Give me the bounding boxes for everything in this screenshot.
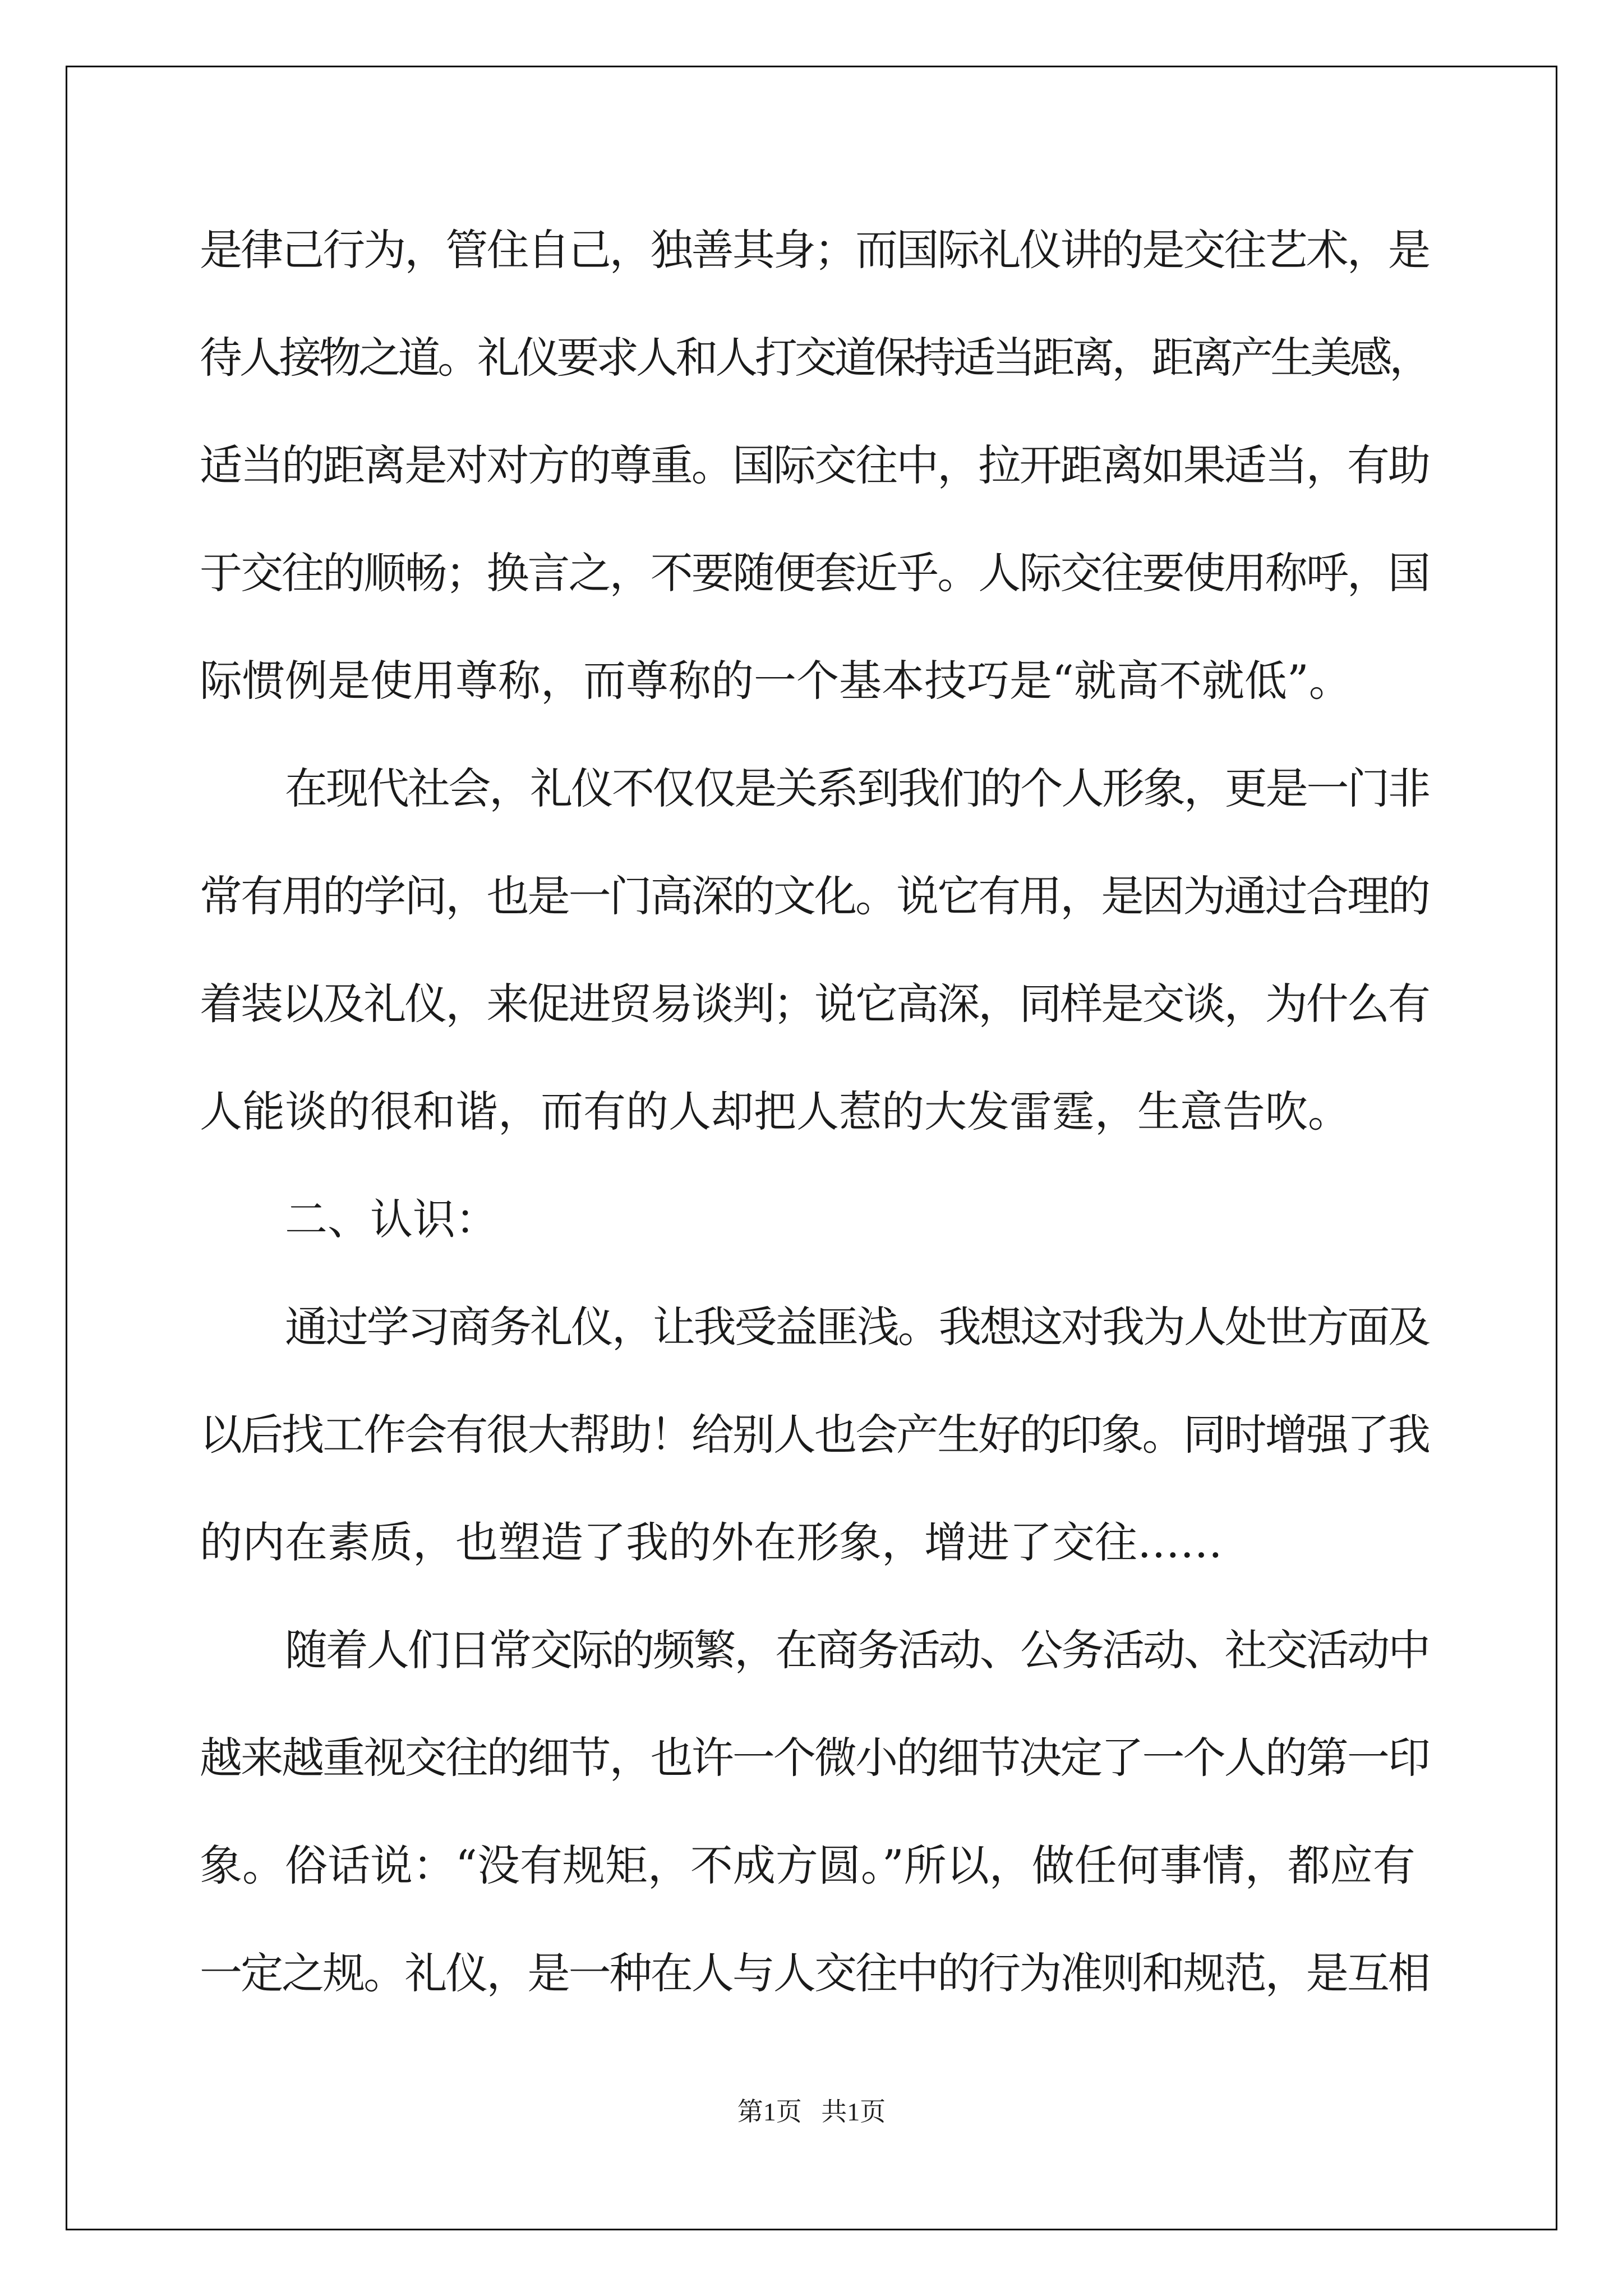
text-line: 人能谈的很和谐，而有的人却把人惹的大发雷霆，生意告吹。: [200, 1087, 1350, 1137]
text-line: 着装以及礼仪，来促进贸易谈判；说它高深，同样是交谈，为什么有: [200, 979, 1429, 1029]
text-line: 的内在素质，也塑造了我的外在形象，增进了交往……: [200, 1517, 1223, 1567]
text-line: 象。俗话说：“没有规矩，不成方圆。”所以，做任何事情，都应有: [200, 1841, 1415, 1890]
text-line: 通过学习商务礼仪，让我受益匪浅。我想这对我为人处世方面及: [285, 1302, 1429, 1352]
text-line: 待人接物之道。礼仪要求人和人打交道保持适当距离，距离产生美感，: [200, 333, 1429, 383]
text-line: 以后找工作会有很大帮助！给别人也会产生好的印象。同时增强了我: [200, 1410, 1429, 1460]
text-line: 二、认识：: [285, 1194, 498, 1244]
text-line: 越来越重视交往的细节，也许一个微小的细节决定了一个人的第一印: [200, 1733, 1429, 1783]
document-body: [200, 196, 1429, 2027]
text-line: 随着人们日常交际的频繁，在商务活动、公务活动、社交活动中: [285, 1625, 1429, 1675]
text-line: 是律己行为，管住自己，独善其身；而国际礼仪讲的是交往艺术，是: [200, 225, 1429, 275]
text-line: 常有用的学问，也是一门高深的文化。说它有用，是因为通过合理的: [200, 871, 1429, 921]
text-line: 适当的距离是对对方的尊重。国际交往中，拉开距离如果适当，有助: [200, 440, 1429, 490]
text-line: 一定之规。礼仪，是一种在人与人交往中的行为准则和规范，是互相: [200, 1948, 1429, 1998]
text-line: 际惯例是使用尊称，而尊称的一个基本技巧是“就高不就低”。: [200, 656, 1352, 706]
text-line: 在现代社会，礼仪不仅仅是关系到我们的个人形象，更是一门非: [285, 763, 1429, 813]
page-footer: 第1页 共1页: [737, 2097, 886, 2126]
text-line: 于交往的顺畅；换言之，不要随便套近乎。人际交往要使用称呼，国: [200, 548, 1429, 598]
